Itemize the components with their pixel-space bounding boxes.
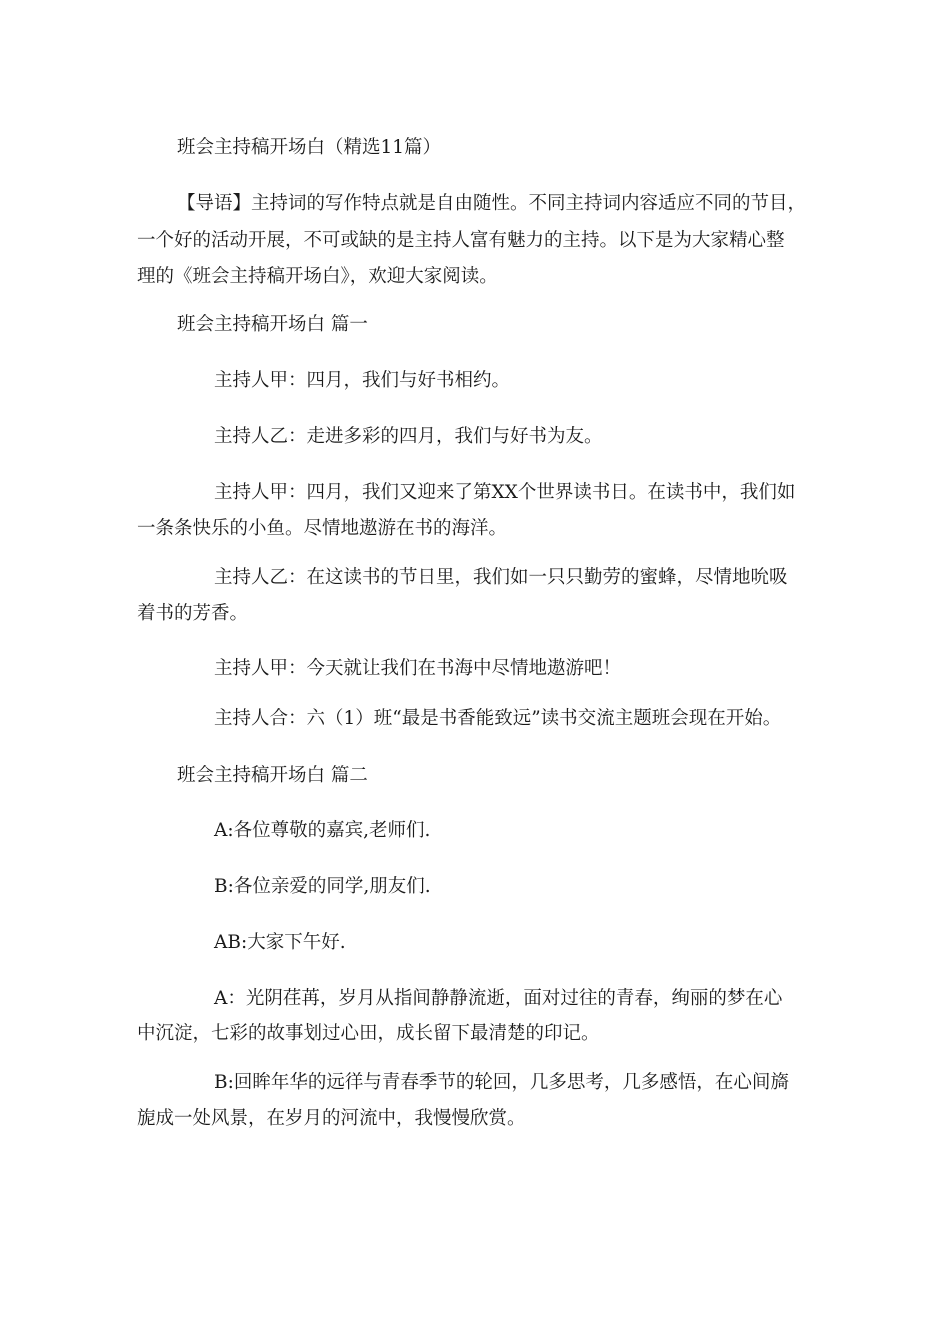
intro-line: 一个好的活动开展，不可或缺的是主持人富有魅力的主持。以下是为大家精心整: [137, 230, 785, 251]
paragraph: 主持人甲：四月，我们与好书相约。: [214, 370, 511, 391]
paragraph: 主持人甲：今天就让我们在书海中尽情地遨游吧！: [214, 658, 622, 679]
section-heading: 班会主持稿开场白 篇二: [177, 765, 368, 786]
paragraph: A：光阴荏苒，岁月从指间静静流逝，面对过往的青春，绚丽的梦在心: [214, 988, 783, 1009]
paragraph: 主持人乙：在这读书的节日里，我们如一只只勤劳的蜜蜂，尽情地吮吸: [214, 567, 788, 588]
paragraph: 着书的芳香。: [137, 603, 249, 624]
paragraph: B:各位亲爱的同学,朋友们.: [214, 876, 431, 897]
intro-line: 【导语】主持词的写作特点就是自由随性。不同主持词内容适应不同的节目，: [177, 193, 807, 214]
paragraph: 主持人甲：四月，我们又迎来了第XX个世界读书日。在读书中，我们如: [214, 482, 796, 503]
section-heading: 班会主持稿开场白 篇一: [177, 314, 368, 335]
paragraph: 主持人乙：走进多彩的四月，我们与好书为友。: [214, 426, 603, 447]
paragraph: 主持人合：六（1）班“最是书香能致远”读书交流主题班会现在开始。: [214, 708, 782, 729]
paragraph: 中沉淀，七彩的故事划过心田，成长留下最清楚的印记。: [137, 1023, 600, 1044]
intro-line: 理的《班会主持稿开场白》，欢迎大家阅读。: [137, 266, 498, 287]
paragraph: A:各位尊敬的嘉宾,老师们.: [214, 820, 431, 841]
paragraph: 旎成一处风景，在岁月的河流中，我慢慢欣赏。: [137, 1108, 526, 1129]
paragraph: 一条条快乐的小鱼。尽情地遨游在书的海洋。: [137, 518, 508, 539]
page-title: 班会主持稿开场白（精选11篇）: [177, 137, 442, 158]
paragraph: B:回眸年华的远徉与青春季节的轮回，几多思考，几多感悟，在心间旖: [214, 1072, 789, 1093]
paragraph: AB:大家下午好.: [214, 932, 346, 953]
